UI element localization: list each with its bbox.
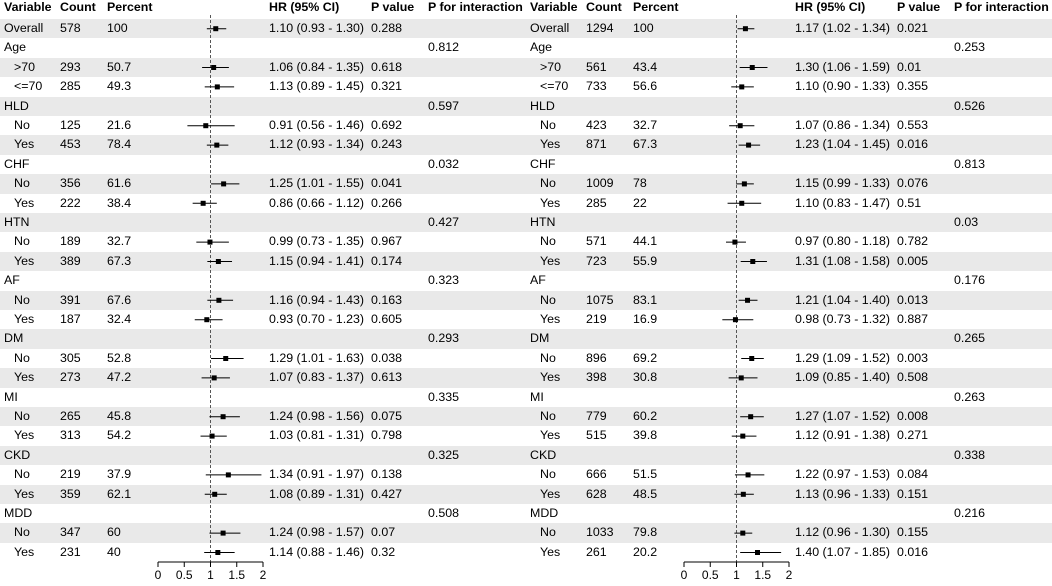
header-variable: Variable	[4, 0, 52, 14]
percent-cell: 30.8	[633, 370, 658, 385]
variable-cell: CHF	[530, 156, 556, 171]
count-cell: 285	[60, 79, 81, 94]
hr-ci-cell: 0.86 (0.66 - 1.12)	[269, 195, 365, 210]
p-interaction-cell: 0.508	[428, 506, 460, 520]
hr-ci-cell: 0.98 (0.73 - 1.32)	[795, 312, 891, 326]
hr-ci-cell: 0.99 (0.73 - 1.35)	[269, 234, 365, 249]
variable-cell: No	[540, 525, 556, 540]
hr-point	[740, 531, 745, 536]
count-cell: 391	[60, 292, 81, 307]
p-interaction-cell: 0.427	[428, 215, 460, 229]
hr-point	[732, 240, 737, 245]
variable-cell: No	[540, 292, 556, 307]
count-cell: 261	[586, 544, 607, 559]
hr-point	[216, 298, 221, 303]
count-cell: 723	[586, 253, 607, 268]
percent-cell: 48.5	[633, 486, 658, 501]
p-value-cell: 0.51	[897, 195, 922, 210]
count-cell: 1009	[586, 176, 614, 191]
percent-cell: 100	[633, 21, 654, 35]
p-interaction-cell: 0.216	[954, 506, 986, 520]
p-value-cell: 0.016	[897, 137, 929, 152]
p-interaction-cell: 0.813	[954, 156, 986, 171]
variable-cell: MDD	[530, 506, 559, 520]
variable-cell: DM	[4, 331, 24, 346]
hr-ci-cell: 1.10 (0.83 - 1.47)	[795, 195, 891, 210]
p-interaction-cell: 0.176	[954, 273, 986, 288]
hr-ci-cell: 0.91 (0.56 - 1.46)	[269, 118, 365, 132]
variable-cell: HTN	[530, 215, 556, 229]
header-count: Count	[60, 0, 96, 14]
percent-cell: 21.6	[107, 118, 132, 132]
count-cell: 666	[586, 467, 607, 482]
x-tick-label: 2	[259, 568, 267, 582]
header-percent: Percent	[107, 0, 153, 14]
variable-cell: MI	[530, 389, 544, 404]
hr-point	[204, 317, 209, 322]
p-interaction-cell: 0.325	[428, 447, 460, 462]
header-hr: HR (95% CI)	[269, 0, 340, 14]
hr-point	[738, 123, 743, 128]
percent-cell: 55.9	[633, 253, 658, 268]
x-tick-label: 2	[785, 568, 793, 582]
p-value-cell: 0.355	[897, 79, 929, 94]
variable-cell: Yes	[14, 253, 35, 268]
hr-ci-cell: 1.16 (0.94 - 1.43)	[269, 292, 365, 307]
p-interaction-cell: 0.03	[954, 215, 979, 229]
p-value-cell: 0.271	[897, 428, 929, 443]
p-value-cell: 0.075	[371, 409, 403, 423]
percent-cell: 37.9	[107, 467, 132, 482]
p-value-cell: 0.508	[897, 370, 929, 385]
p-value-cell: 0.151	[897, 486, 929, 501]
p-value-cell: 0.016	[897, 544, 929, 559]
variable-cell: No	[14, 118, 30, 132]
percent-cell: 38.4	[107, 195, 132, 210]
p-value-cell: 0.076	[897, 176, 929, 191]
variable-cell: Yes	[14, 312, 35, 326]
p-interaction-cell: 0.293	[428, 331, 460, 346]
percent-cell: 54.2	[107, 428, 132, 443]
count-cell: 1294	[586, 21, 614, 35]
percent-cell: 60	[107, 525, 121, 540]
count-cell: 561	[586, 59, 607, 74]
hr-ci-cell: 1.29 (1.09 - 1.52)	[795, 350, 891, 365]
hr-point	[755, 550, 760, 555]
percent-cell: 43.4	[633, 59, 658, 74]
variable-cell: Yes	[540, 137, 561, 152]
percent-cell: 62.1	[107, 486, 132, 501]
p-value-cell: 0.32	[371, 544, 396, 559]
percent-cell: 61.6	[107, 176, 132, 191]
variable-cell: Yes	[14, 137, 35, 152]
header-p-value: P value	[897, 0, 941, 14]
hr-point	[750, 259, 755, 264]
percent-cell: 32.7	[633, 118, 658, 132]
hr-point	[203, 123, 208, 128]
hr-ci-cell: 0.93 (0.70 - 1.23)	[269, 312, 365, 326]
variable-cell: MDD	[4, 506, 33, 520]
p-value-cell: 0.427	[371, 486, 403, 501]
count-cell: 219	[586, 312, 607, 326]
variable-cell: No	[14, 234, 30, 249]
count-cell: 779	[586, 409, 607, 423]
percent-cell: 78.4	[107, 137, 132, 152]
variable-cell: No	[540, 350, 556, 365]
variable-cell: <=70	[14, 79, 43, 94]
variable-cell: HLD	[530, 98, 555, 113]
x-tick-label: 1	[733, 568, 740, 582]
x-tick-label: 1.5	[754, 568, 772, 582]
variable-cell: CKD	[530, 447, 557, 462]
variable-cell: No	[14, 525, 30, 540]
variable-cell: HTN	[4, 215, 30, 229]
variable-cell: No	[14, 176, 30, 191]
hr-point	[215, 550, 220, 555]
p-value-cell: 0.553	[897, 118, 929, 132]
p-value-cell: 0.041	[371, 176, 403, 191]
variable-cell: Yes	[540, 370, 561, 385]
count-cell: 453	[60, 137, 81, 152]
variable-cell: No	[540, 176, 556, 191]
hr-ci-cell: 1.13 (0.89 - 1.45)	[269, 79, 365, 94]
p-value-cell: 0.01	[897, 59, 922, 74]
p-value-cell: 0.798	[371, 428, 403, 443]
variable-cell: No	[540, 467, 556, 482]
hr-point	[749, 356, 754, 361]
p-interaction-cell: 0.263	[954, 389, 986, 404]
count-cell: 347	[60, 525, 81, 540]
hr-ci-cell: 1.09 (0.85 - 1.40)	[795, 370, 891, 385]
hr-ci-cell: 1.14 (0.88 - 1.46)	[269, 544, 365, 559]
count-cell: 187	[60, 312, 81, 326]
hr-point	[215, 84, 220, 89]
p-value-cell: 0.084	[897, 467, 929, 482]
percent-cell: 49.3	[107, 79, 132, 94]
hr-point	[739, 375, 744, 380]
variable-cell: >70	[540, 59, 562, 74]
p-interaction-cell: 0.253	[954, 40, 986, 55]
p-value-cell: 0.618	[371, 59, 403, 74]
variable-cell: DM	[530, 331, 550, 346]
header-percent: Percent	[633, 0, 679, 14]
hr-ci-cell: 1.22 (0.97 - 1.53)	[795, 467, 891, 482]
percent-cell: 67.3	[107, 253, 132, 268]
variable-cell: Yes	[540, 486, 561, 501]
variable-cell: Yes	[14, 428, 35, 443]
p-value-cell: 0.613	[371, 370, 403, 385]
hr-ci-cell: 1.12 (0.91 - 1.38)	[795, 428, 891, 443]
hr-ci-cell: 1.13 (0.96 - 1.33)	[795, 486, 891, 501]
p-value-cell: 0.174	[371, 253, 403, 268]
p-value-cell: 0.692	[371, 118, 403, 132]
p-value-cell: 0.605	[371, 312, 403, 326]
variable-cell: Overall	[4, 21, 44, 35]
variable-cell: Yes	[14, 195, 35, 210]
percent-cell: 32.7	[107, 234, 132, 249]
hr-ci-cell: 1.24 (0.98 - 1.56)	[269, 409, 365, 423]
x-tick-label: 0.5	[701, 568, 719, 582]
variable-cell: Overall	[530, 21, 570, 35]
variable-cell: No	[540, 118, 556, 132]
count-cell: 389	[60, 253, 81, 268]
hr-point	[741, 492, 746, 497]
count-cell: 515	[586, 428, 607, 443]
count-cell: 265	[60, 409, 81, 423]
variable-cell: Yes	[540, 544, 561, 559]
hr-point	[746, 472, 751, 477]
percent-cell: 79.8	[633, 525, 658, 540]
p-interaction-cell: 0.812	[428, 40, 460, 55]
hr-ci-cell: 1.30 (1.06 - 1.59)	[795, 59, 891, 74]
p-interaction-cell: 0.338	[954, 447, 986, 462]
count-cell: 1075	[586, 292, 614, 307]
variable-cell: Yes	[14, 370, 35, 385]
variable-cell: No	[540, 234, 556, 249]
p-value-cell: 0.005	[897, 253, 929, 268]
variable-cell: Age	[4, 40, 27, 55]
header-p-value: P value	[371, 0, 415, 14]
percent-cell: 100	[107, 21, 128, 35]
variable-cell: Yes	[540, 428, 561, 443]
hr-ci-cell: 1.24 (0.98 - 1.57)	[269, 525, 365, 540]
p-value-cell: 0.967	[371, 234, 403, 249]
hr-point	[221, 414, 226, 419]
percent-cell: 78	[633, 176, 647, 191]
p-interaction-cell: 0.265	[954, 331, 986, 346]
count-cell: 293	[60, 59, 81, 74]
count-cell: 896	[586, 350, 607, 365]
percent-cell: 40	[107, 544, 121, 559]
hr-point	[212, 492, 217, 497]
count-cell: 273	[60, 370, 81, 385]
count-cell: 305	[60, 350, 81, 365]
hr-point	[750, 65, 755, 70]
variable-cell: Age	[530, 40, 553, 55]
x-tick-label: 0.5	[175, 568, 193, 582]
hr-ci-cell: 1.10 (0.90 - 1.33)	[795, 79, 891, 94]
percent-cell: 56.6	[633, 79, 658, 94]
p-value-cell: 0.003	[897, 350, 929, 365]
x-tick-label: 0	[680, 568, 688, 582]
variable-cell: Yes	[14, 544, 35, 559]
p-interaction-cell: 0.335	[428, 389, 460, 404]
hr-ci-cell: 1.25 (1.01 - 1.55)	[269, 176, 365, 191]
percent-cell: 67.3	[633, 137, 658, 152]
p-value-cell: 0.07	[371, 525, 396, 540]
hr-ci-cell: 1.31 (1.08 - 1.58)	[795, 253, 891, 268]
count-cell: 359	[60, 486, 81, 501]
p-value-cell: 0.266	[371, 195, 403, 210]
variable-cell: <=70	[540, 79, 569, 94]
count-cell: 285	[586, 195, 607, 210]
hr-point	[211, 65, 216, 70]
hr-point	[739, 84, 744, 89]
percent-cell: 22	[633, 195, 647, 210]
variable-cell: CHF	[4, 156, 30, 171]
hr-point	[221, 181, 226, 186]
variable-cell: Yes	[540, 195, 561, 210]
p-value-cell: 0.155	[897, 525, 929, 540]
header-p-interaction: P for interaction	[954, 0, 1049, 14]
count-cell: 571	[586, 234, 607, 249]
variable-cell: MI	[4, 389, 18, 404]
hr-ci-cell: 1.40 (1.07 - 1.85)	[795, 544, 891, 559]
variable-cell: AF	[4, 273, 20, 288]
hr-ci-cell: 1.17 (1.02 - 1.34)	[795, 21, 891, 35]
count-cell: 219	[60, 467, 81, 482]
count-cell: 1033	[586, 525, 614, 540]
count-cell: 125	[60, 118, 81, 132]
hr-point	[216, 259, 221, 264]
p-interaction-cell: 0.597	[428, 98, 460, 113]
hr-ci-cell: 1.03 (0.81 - 1.31)	[269, 428, 365, 443]
variable-cell: No	[14, 467, 30, 482]
count-cell: 733	[586, 79, 607, 94]
percent-cell: 50.7	[107, 59, 132, 74]
count-cell: 871	[586, 137, 607, 152]
p-value-cell: 0.288	[371, 21, 403, 35]
percent-cell: 44.1	[633, 234, 658, 249]
p-interaction-cell: 0.032	[428, 156, 460, 171]
hr-point	[743, 26, 748, 31]
count-cell: 231	[60, 544, 81, 559]
p-value-cell: 0.321	[371, 79, 403, 94]
hr-point	[221, 531, 226, 536]
hr-point	[226, 472, 231, 477]
count-cell: 356	[60, 176, 81, 191]
hr-ci-cell: 1.07 (0.83 - 1.37)	[269, 370, 365, 385]
hr-ci-cell: 1.23 (1.04 - 1.45)	[795, 137, 891, 152]
hr-point	[223, 356, 228, 361]
count-cell: 423	[586, 118, 607, 132]
p-value-cell: 0.887	[897, 312, 929, 326]
hr-ci-cell: 1.34 (0.91 - 1.97)	[269, 467, 365, 482]
forest-plot-right	[526, 0, 1052, 586]
x-tick-label: 0	[154, 568, 162, 582]
header-p-interaction: P for interaction	[428, 0, 523, 14]
hr-ci-cell: 1.12 (0.96 - 1.30)	[795, 525, 891, 540]
variable-cell: No	[14, 350, 30, 365]
hr-point	[742, 181, 747, 186]
header-variable: Variable	[530, 0, 578, 14]
hr-ci-cell: 1.07 (0.86 - 1.34)	[795, 118, 891, 132]
header-count: Count	[586, 0, 622, 14]
percent-cell: 60.2	[633, 409, 658, 423]
hr-ci-cell: 1.12 (0.93 - 1.34)	[269, 137, 365, 152]
variable-cell: CKD	[4, 447, 31, 462]
hr-ci-cell: 0.97 (0.80 - 1.18)	[795, 234, 891, 249]
hr-ci-cell: 1.08 (0.89 - 1.31)	[269, 486, 365, 501]
percent-cell: 69.2	[633, 350, 658, 365]
percent-cell: 20.2	[633, 544, 658, 559]
percent-cell: 67.6	[107, 292, 132, 307]
hr-ci-cell: 1.21 (1.04 - 1.40)	[795, 292, 891, 307]
count-cell: 578	[60, 21, 81, 35]
variable-cell: Yes	[540, 253, 561, 268]
hr-point	[733, 317, 738, 322]
variable-cell: No	[14, 409, 30, 423]
hr-ci-cell: 1.27 (1.07 - 1.52)	[795, 409, 891, 423]
hr-point	[748, 414, 753, 419]
percent-cell: 52.8	[107, 350, 132, 365]
hr-point	[214, 143, 219, 148]
hr-point	[213, 26, 218, 31]
x-tick-label: 1.5	[228, 568, 246, 582]
hr-point	[739, 201, 744, 206]
hr-point	[745, 298, 750, 303]
variable-cell: Yes	[540, 312, 561, 326]
count-cell: 313	[60, 428, 81, 443]
hr-ci-cell: 1.15 (0.94 - 1.41)	[269, 253, 365, 268]
count-cell: 222	[60, 195, 81, 210]
p-value-cell: 0.021	[897, 21, 929, 35]
hr-ci-cell: 1.10 (0.93 - 1.30)	[269, 21, 365, 35]
p-value-cell: 0.243	[371, 137, 403, 152]
hr-point	[740, 434, 745, 439]
forest-plot-area	[526, 0, 1052, 586]
hr-point	[212, 375, 217, 380]
p-value-cell: 0.138	[371, 467, 403, 482]
p-value-cell: 0.782	[897, 234, 929, 249]
p-interaction-cell: 0.323	[428, 273, 460, 288]
x-tick-label: 1	[207, 568, 214, 582]
percent-cell: 51.5	[633, 467, 658, 482]
percent-cell: 16.9	[633, 312, 658, 326]
hr-point	[207, 240, 212, 245]
p-value-cell: 0.008	[897, 409, 929, 423]
hr-ci-cell: 1.06 (0.84 - 1.35)	[269, 59, 365, 74]
percent-cell: 83.1	[633, 292, 658, 307]
p-value-cell: 0.013	[897, 292, 929, 307]
variable-cell: >70	[14, 59, 36, 74]
count-cell: 189	[60, 234, 81, 249]
hr-point	[210, 434, 215, 439]
percent-cell: 39.8	[633, 428, 658, 443]
header-hr: HR (95% CI)	[795, 0, 866, 14]
hr-ci-cell: 1.29 (1.01 - 1.63)	[269, 350, 365, 365]
p-value-cell: 0.163	[371, 292, 403, 307]
percent-cell: 47.2	[107, 370, 132, 385]
variable-cell: No	[14, 292, 30, 307]
variable-cell: No	[540, 409, 556, 423]
variable-cell: HLD	[4, 98, 29, 113]
variable-cell: AF	[530, 273, 546, 288]
percent-cell: 45.8	[107, 409, 132, 423]
hr-point	[201, 201, 206, 206]
p-interaction-cell: 0.526	[954, 98, 986, 113]
hr-ci-cell: 1.15 (0.99 - 1.33)	[795, 176, 891, 191]
hr-point	[746, 143, 751, 148]
percent-cell: 32.4	[107, 312, 132, 326]
p-value-cell: 0.038	[371, 350, 403, 365]
count-cell: 398	[586, 370, 607, 385]
count-cell: 628	[586, 486, 607, 501]
variable-cell: Yes	[14, 486, 35, 501]
